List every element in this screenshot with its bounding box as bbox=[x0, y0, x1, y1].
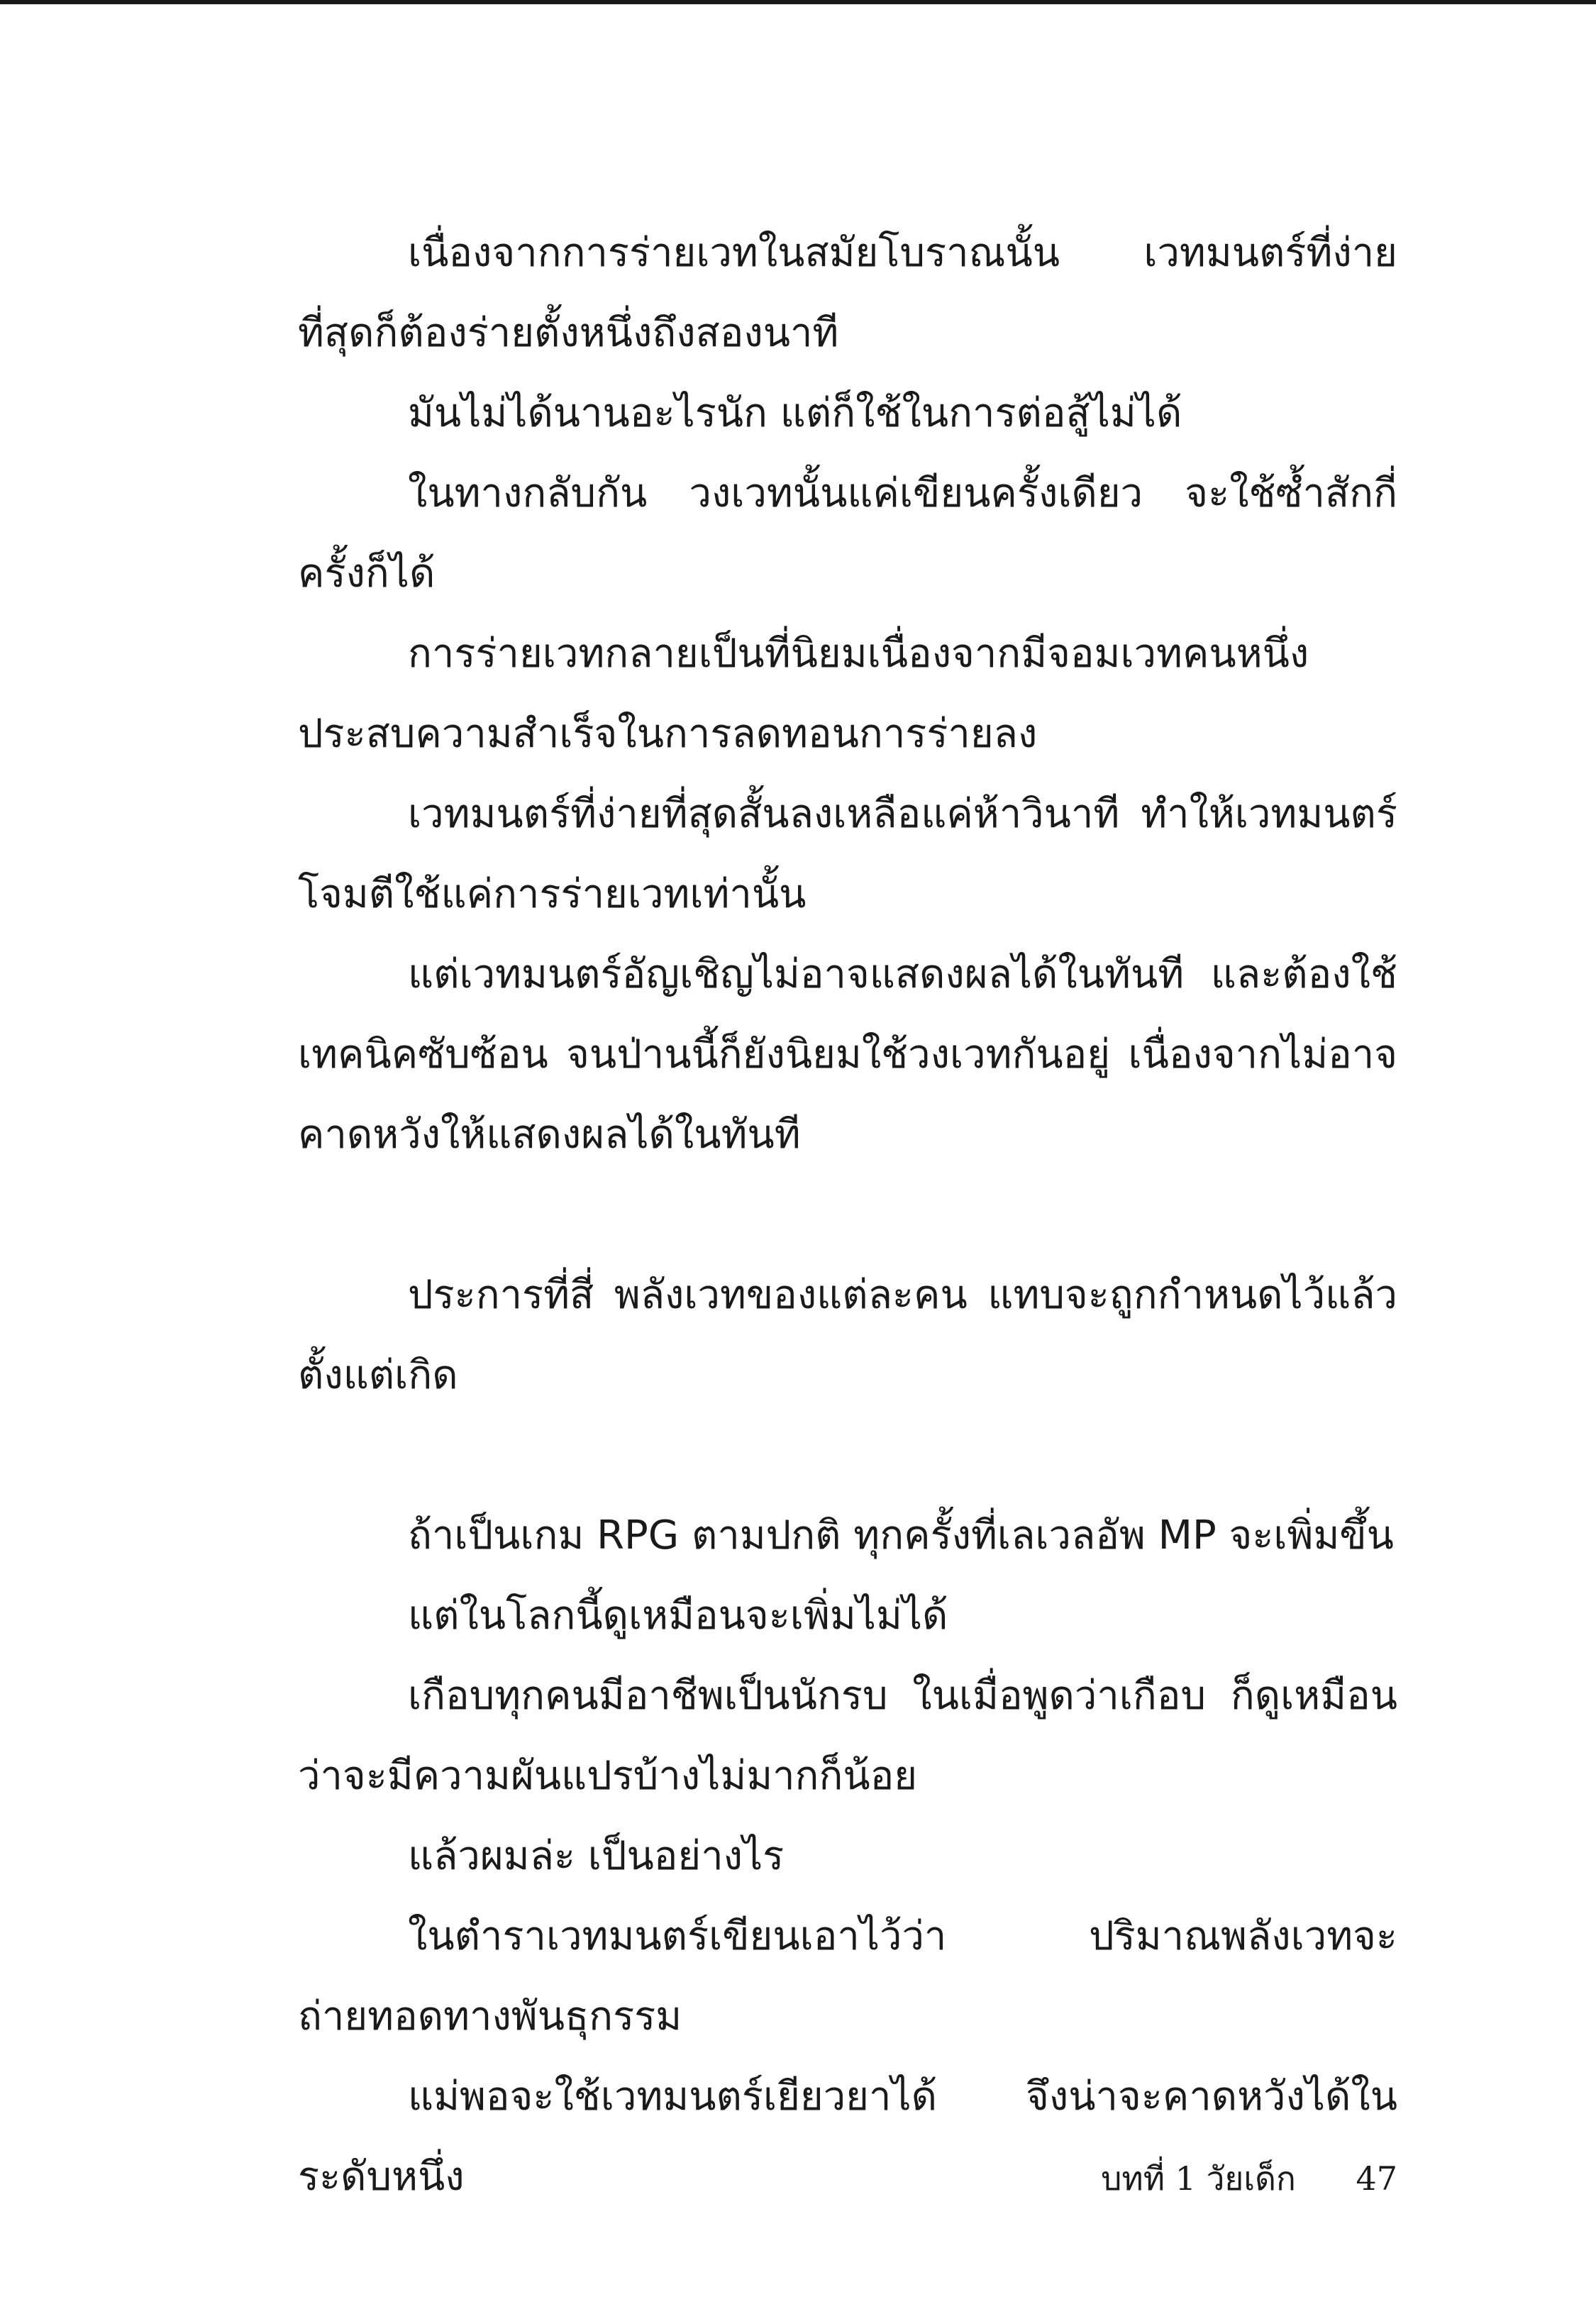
paragraph: แม่พอจะใช้เวทมนตร์เยียวยาได้ จึงน่าจะคาดหวังได้ในระดับหนึ่ง bbox=[298, 2074, 1397, 2200]
paragraph: แล้วผมล่ะ เป็นอย่างไร bbox=[408, 1833, 785, 1879]
paragraph: เวทมนตร์ที่ง่ายที่สุดสั้นลงเหลือแค่ห้าวินาที ทำให้เวทมนตร์โจมตีใช้แค่การร่ายเวทเท่านั้น bbox=[298, 791, 1397, 917]
paragraph: ในตำราเวทมนตร์เขียนเอาไว้ว่า ปริมาณพลังเวทจะถ่ายทอดทางพันธุกรรม bbox=[298, 1913, 1397, 2039]
page-body bbox=[298, 213, 1397, 2217]
page-number: 47 bbox=[1356, 2159, 1397, 2198]
paragraph: ประการที่สี่ พลังเวทของแต่ละคน แทบจะถูกกำหนดไว้แล้วตั้งแต่เกิด bbox=[298, 1272, 1397, 1398]
paragraph: เนื่องจากการร่ายเวทในสมัยโบราณนั้น เวทมนตร์ที่ง่ายที่สุดก็ต้องร่ายตั้งหนึ่งถึงสองนาที bbox=[298, 230, 1397, 356]
section-gap bbox=[298, 1415, 1397, 1495]
paragraph: การร่ายเวทกลายเป็นที่นิยมเนื่องจากมีจอมเวทคนหนึ่งประสบความสำเร็จในการลดทอนการร่ายลง bbox=[298, 631, 1309, 757]
paragraph: แต่ในโลกนี้ดูเหมือนจะเพิ่มไม่ได้ bbox=[408, 1593, 948, 1639]
paragraph: มันไม่ได้นานอะไรนัก แต่ก็ใช้ในการต่อสู้ไม่ได้ bbox=[408, 390, 1182, 436]
page-footer bbox=[1101, 2153, 1397, 2205]
top-border-rule bbox=[0, 0, 1596, 4]
chapter-title: บทที่ 1 วัยเด็ก bbox=[1101, 2159, 1296, 2198]
paragraph: แต่เวทมนตร์อัญเชิญไม่อาจแสดงผลได้ในทันที และต้องใช้เทคนิคซับซ้อน จนป่านนี้ก็ยังนิยมใช้วงเวทกันอยู่ เนื่องจากไม่อาจคาดหวังให้แสดงผลได้ในทันที bbox=[298, 951, 1397, 1158]
paragraph: ในทางกลับกัน วงเวทนั้นแค่เขียนครั้งเดียว จะใช้ซ้ำสักกี่ครั้งก็ได้ bbox=[298, 470, 1397, 597]
paragraph: เกือบทุกคนมีอาชีพเป็นนักรบ ในเมื่อพูดว่าเกือบ ก็ดูเหมือนว่าจะมีความผันแปรบ้างไม่มากก็น้อย bbox=[298, 1673, 1397, 1799]
section-gap bbox=[298, 1175, 1397, 1255]
paragraph: ถ้าเป็นเกม RPG ตามปกติ ทุกครั้งที่เลเวลอัพ MP จะเพิ่มขึ้น bbox=[408, 1512, 1394, 1559]
